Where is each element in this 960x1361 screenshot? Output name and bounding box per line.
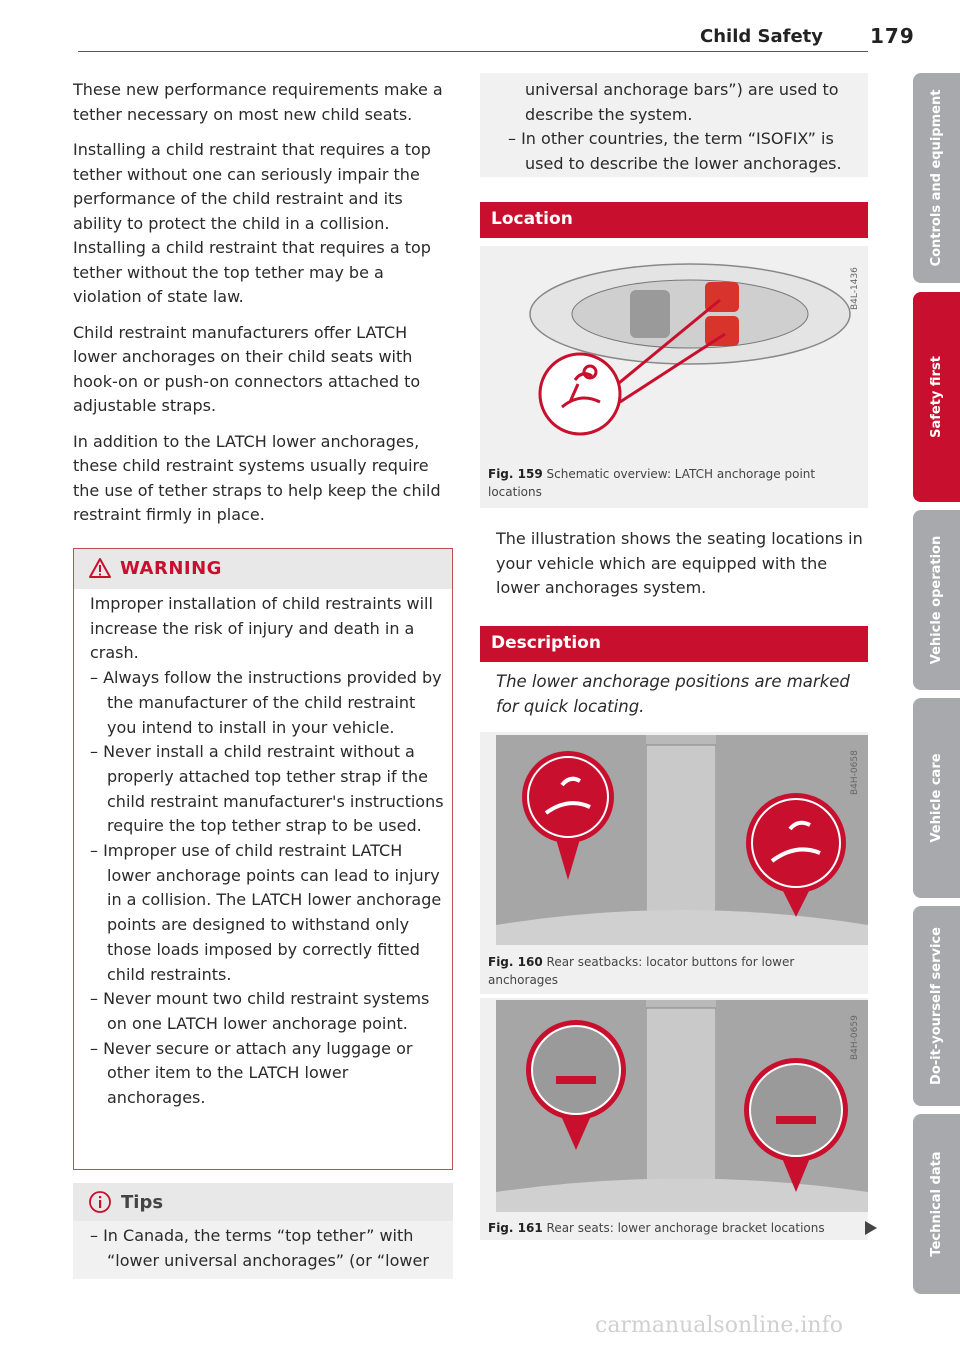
tips-text bbox=[90, 1224, 445, 1273]
tips-item: – In Canada, the terms “top tether” with “lower universal anchorages” (or “lower bbox=[90, 1226, 429, 1270]
paragraph: In addition to the LATCH lower anchorages, these child restraint systems usually require the use of tether straps to help keep the child restraint firmly in place. bbox=[73, 431, 441, 524]
running-title: Child Safety bbox=[700, 26, 824, 47]
tab-label: Technical data bbox=[928, 1151, 944, 1257]
figure-label: Fig. 160 bbox=[488, 955, 543, 969]
warning-item: – Never install a child restraint without a properly attached top tether strap if the child restraint manufacturer's instructions require the top tether strap to be used. bbox=[90, 742, 444, 836]
side-tab-vehicle-care[interactable] bbox=[913, 698, 960, 898]
warning-body bbox=[90, 592, 445, 1111]
warning-item: – Always follow the instructions provided by the manufacturer of the child restraint you intend to install in your vehicle. bbox=[90, 668, 442, 737]
figure-code: B4L-1436 bbox=[850, 267, 860, 310]
tips-continuation-text bbox=[508, 78, 858, 176]
paragraph: These new performance requirements make a tether necessary on most new child seats. bbox=[73, 80, 443, 124]
info-icon bbox=[88, 1190, 112, 1214]
paragraph: Installing a child restraint that requires a top tether without one can seriously impair the performance of the child restraint and its ability to protect the child in a collision. Installing a child restraint that requires a top tether without the top tether may be a violation of state law. bbox=[73, 140, 431, 306]
tab-label: Controls and equipment bbox=[928, 89, 944, 267]
warning-item: – Never secure or attach any luggage or other item to the LATCH lower anchorages. bbox=[90, 1038, 413, 1108]
side-tab-diy-service[interactable] bbox=[913, 906, 960, 1106]
tab-label: Vehicle care bbox=[928, 753, 944, 843]
tab-label: Safety first bbox=[928, 356, 944, 438]
warning-item: – Improper use of child restraint LATCH lower anchorage points can lead to injury in a collision. The LATCH lower anchorage points are designed to withstand only those loads imposed by correctly fitted child restraints. bbox=[90, 841, 442, 984]
section-header-description bbox=[480, 626, 868, 662]
tips-item: – In other countries, the term “ISOFIX” is used to describe the lower anchorages. bbox=[508, 129, 842, 173]
left-column-text bbox=[73, 78, 453, 539]
side-tab-vehicle-operation[interactable] bbox=[913, 510, 960, 690]
tips-title: Tips bbox=[121, 1192, 164, 1213]
side-tab-safety[interactable] bbox=[913, 292, 960, 502]
watermark: carmanualsonline.info bbox=[595, 1313, 843, 1338]
tab-label: Vehicle operation bbox=[928, 535, 944, 665]
intro-text: The lower anchorage positions are marked for quick locating. bbox=[496, 672, 850, 716]
paragraph: Child restraint manufacturers offer LATCH lower anchorages on their child seats with hook-on or push-on connectors attached to adjustable straps. bbox=[73, 322, 421, 415]
figure-160-caption bbox=[488, 953, 858, 989]
section-title: Description bbox=[491, 633, 601, 653]
figure-161-caption bbox=[488, 1219, 858, 1237]
figure-159-caption bbox=[488, 465, 858, 501]
figure-code: B4H-0658 bbox=[850, 750, 860, 795]
car-overview-illustration bbox=[520, 252, 855, 452]
body-paragraph: The illustration shows the seating locations in your vehicle which are equipped with the lower anchorages system. bbox=[496, 529, 863, 597]
figure-caption-text: Schematic overview: LATCH anchorage point locations bbox=[488, 467, 816, 499]
page-number: 179 bbox=[870, 24, 915, 48]
figure-code: B4H-0659 bbox=[850, 1015, 860, 1060]
tab-label: Do-it-yourself service bbox=[928, 927, 944, 1085]
description-intro bbox=[496, 669, 868, 719]
warning-intro: Improper installation of child restraints will increase the risk of injury and death in a crash. bbox=[90, 594, 433, 663]
side-tab-controls[interactable] bbox=[913, 73, 960, 283]
side-tab-technical-data[interactable] bbox=[913, 1114, 960, 1294]
warning-item: – Never mount two child restraint systems on one LATCH lower anchorage point. bbox=[90, 989, 430, 1033]
section-title: Location bbox=[491, 209, 573, 229]
figure-caption-text: Rear seats: lower anchorage bracket locations bbox=[546, 1221, 825, 1235]
rear-seatback-photo bbox=[496, 735, 868, 945]
figure-caption-text: Rear seatbacks: locator buttons for lower anchorages bbox=[488, 955, 795, 987]
warning-title: WARNING bbox=[120, 558, 222, 579]
tips-line: universal anchorage bars”) are used to describe the system. bbox=[525, 80, 839, 124]
continue-arrow-icon bbox=[865, 1221, 877, 1235]
figure-label: Fig. 159 bbox=[488, 467, 543, 481]
warning-triangle-icon bbox=[88, 557, 112, 579]
section-header-location bbox=[480, 202, 868, 238]
location-body bbox=[496, 527, 868, 601]
figure-label: Fig. 161 bbox=[488, 1221, 543, 1235]
rear-seats-photo bbox=[496, 1000, 868, 1212]
header-rule bbox=[78, 51, 868, 52]
